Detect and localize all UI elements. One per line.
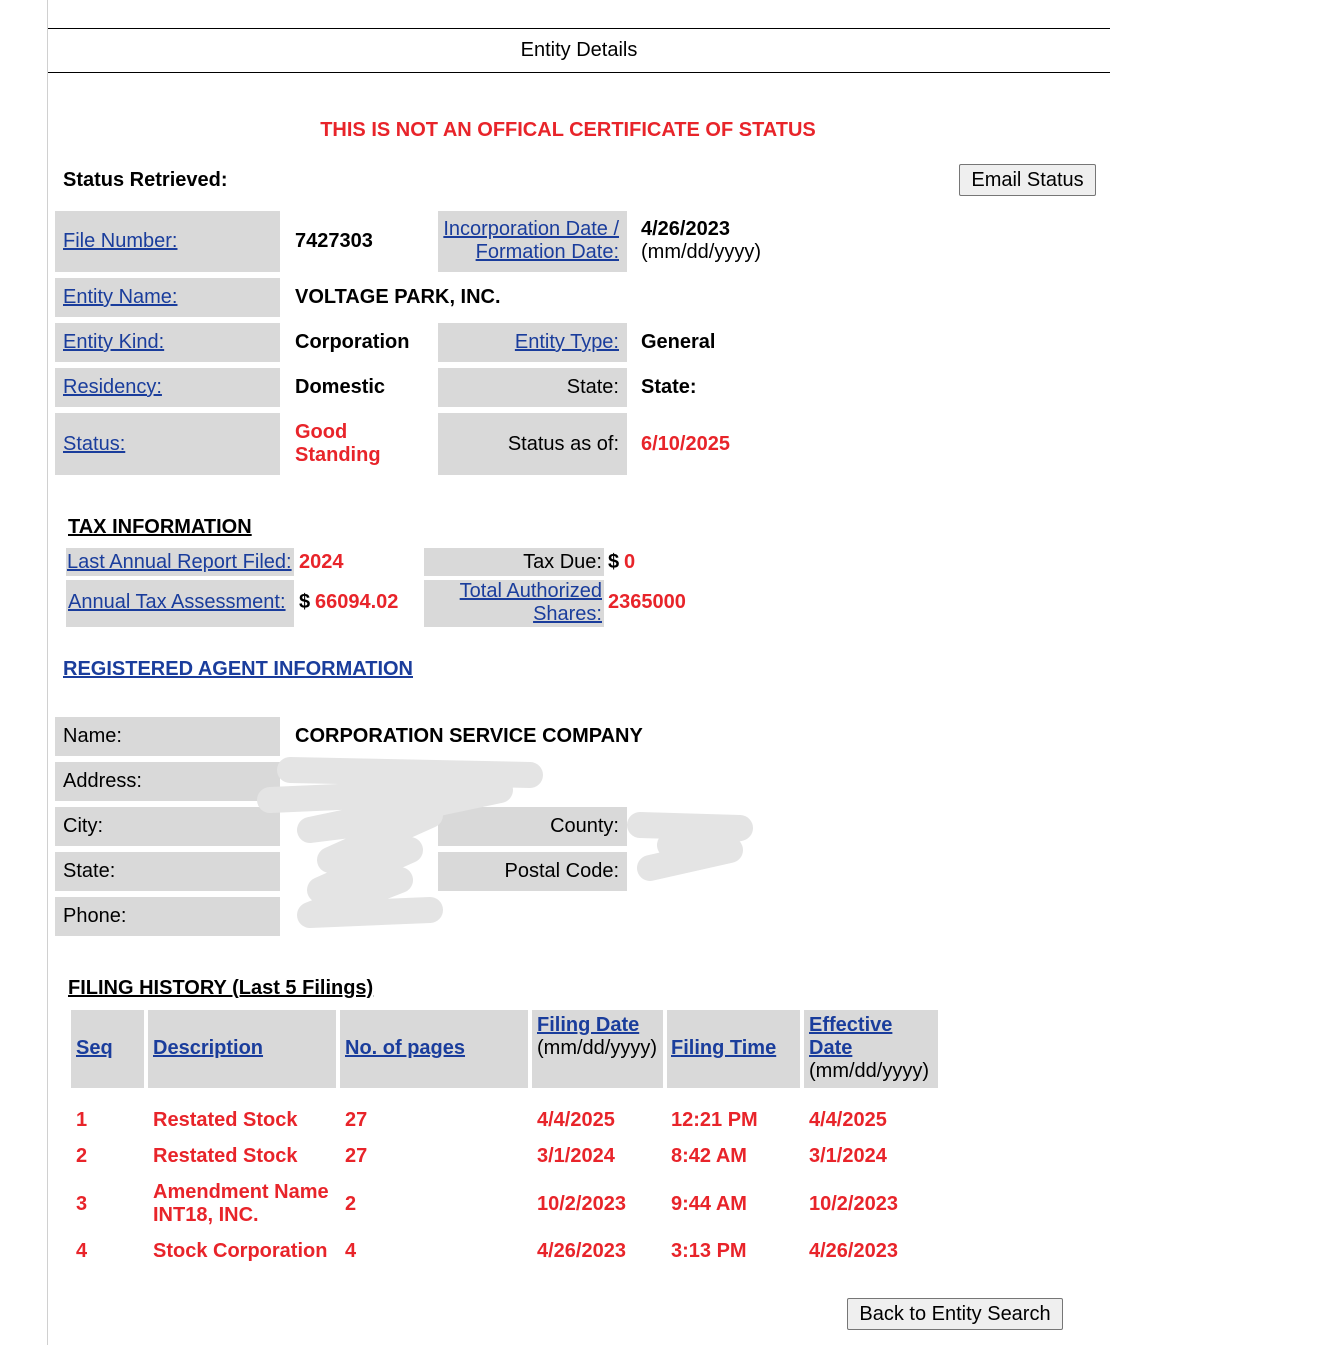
row-description: Restated Stock	[153, 1109, 298, 1131]
redaction-scribble	[250, 750, 770, 940]
agent-county-label: County:	[550, 815, 619, 837]
tax-due-currency: $	[608, 551, 620, 573]
tax-information-heading: TAX INFORMATION	[68, 516, 252, 538]
row-pages: 2	[345, 1193, 357, 1215]
entity-name-value: VOLTAGE PARK, INC.	[295, 286, 501, 308]
entity-name-link[interactable]: Entity Name:	[63, 286, 178, 308]
sort-seq-link[interactable]: Seq	[76, 1037, 113, 1059]
row-filing-date: 4/26/2023	[537, 1240, 626, 1262]
row-seq: 2	[76, 1145, 88, 1167]
sort-filing-time-link[interactable]: Filing Time	[671, 1037, 777, 1059]
entity-kind-value: Corporation	[295, 331, 410, 353]
row-filing-date: 4/4/2025	[537, 1109, 615, 1131]
page-left-border	[47, 0, 48, 1345]
row-pages: 4	[345, 1240, 357, 1262]
assessment-currency: $	[299, 591, 311, 613]
sort-pages-link[interactable]: No. of pages	[345, 1037, 466, 1059]
row-filing-time: 3:13 PM	[671, 1240, 747, 1262]
page-title: Entity Details	[520, 39, 638, 61]
status-value-line1: Good	[295, 421, 348, 443]
status-link[interactable]: Status:	[63, 433, 126, 455]
status-value-line2: Standing	[295, 444, 381, 466]
sort-effective-date-link-2[interactable]: Date	[809, 1037, 853, 1059]
incorporation-date-link-1[interactable]: Incorporation Date /	[443, 218, 619, 240]
tax-due-label: Tax Due:	[523, 551, 602, 573]
sort-description-link[interactable]: Description	[153, 1037, 264, 1059]
total-shares-value: 2365000	[608, 591, 686, 613]
agent-state-label: State:	[63, 860, 116, 882]
last-annual-report-link[interactable]: Last Annual Report Filed:	[67, 551, 292, 573]
annual-tax-assessment-link[interactable]: Annual Tax Assessment:	[68, 591, 286, 613]
state-value: State:	[641, 376, 697, 398]
not-official-warning: THIS IS NOT AN OFFICAL CERTIFICATE OF STATUS	[320, 119, 816, 141]
agent-phone-label: Phone:	[63, 905, 127, 927]
row-filing-time: 8:42 AM	[671, 1145, 747, 1167]
sort-effective-date-link-1[interactable]: Effective	[809, 1014, 893, 1036]
back-to-entity-search-button[interactable]: Back to Entity Search	[847, 1298, 1063, 1330]
email-status-button[interactable]: Email Status	[959, 164, 1096, 196]
state-label: State:	[566, 376, 619, 398]
incorporation-date-value: 4/26/2023	[641, 218, 730, 240]
registered-agent-heading-link[interactable]: REGISTERED AGENT INFORMATION	[63, 658, 413, 680]
header-rule-top	[48, 28, 1110, 29]
row-pages: 27	[345, 1145, 368, 1167]
status-as-of-value: 6/10/2025	[641, 433, 730, 455]
incorporation-date-link-2[interactable]: Formation Date:	[475, 241, 619, 263]
row-filing-time: 9:44 AM	[671, 1193, 747, 1215]
agent-postal-label: Postal Code:	[504, 860, 619, 882]
entity-type-link[interactable]: Entity Type:	[514, 331, 619, 353]
row-effective-date: 4/4/2025	[809, 1109, 887, 1131]
agent-city-label: City:	[63, 815, 103, 837]
file-number-link[interactable]: File Number:	[63, 230, 178, 252]
total-shares-link-2[interactable]: Shares:	[533, 603, 602, 625]
residency-value: Domestic	[295, 376, 386, 398]
status-as-of-label: Status as of:	[507, 433, 619, 455]
row-effective-date: 3/1/2024	[809, 1145, 887, 1167]
row-seq: 4	[76, 1240, 88, 1262]
row-effective-date: 10/2/2023	[809, 1193, 898, 1215]
row-pages: 27	[345, 1109, 368, 1131]
filing-history-heading: FILING HISTORY (Last 5 Filings)	[68, 977, 374, 999]
row-filing-date: 3/1/2024	[537, 1145, 615, 1167]
last-annual-report-value: 2024	[299, 551, 344, 573]
filing-date-format: (mm/dd/yyyy)	[537, 1037, 657, 1059]
agent-name-label: Name:	[63, 725, 122, 747]
row-seq: 3	[76, 1193, 88, 1215]
row-description: Amendment Name	[153, 1181, 329, 1203]
file-number-value: 7427303	[295, 230, 373, 252]
total-shares-link-1[interactable]: Total Authorized	[459, 580, 602, 602]
annual-tax-assessment-value: 66094.02	[315, 591, 399, 613]
row-filing-time: 12:21 PM	[671, 1109, 758, 1131]
agent-address-label: Address:	[63, 770, 142, 792]
row-description: Restated Stock	[153, 1145, 298, 1167]
sort-filing-date-link[interactable]: Filing Date	[537, 1014, 640, 1036]
effective-date-format: (mm/dd/yyyy)	[809, 1060, 929, 1082]
status-retrieved-label: Status Retrieved:	[63, 169, 228, 191]
row-description: Stock Corporation	[153, 1240, 328, 1262]
residency-link[interactable]: Residency:	[63, 376, 162, 398]
agent-name-value: CORPORATION SERVICE COMPANY	[295, 725, 643, 747]
row-description-line2: INT18, INC.	[153, 1204, 259, 1226]
incorporation-date-format: (mm/dd/yyyy)	[641, 241, 761, 263]
row-seq: 1	[76, 1109, 88, 1131]
row-filing-date: 10/2/2023	[537, 1193, 626, 1215]
entity-type-value: General	[641, 331, 716, 353]
header-rule-bottom	[48, 72, 1110, 73]
entity-kind-link[interactable]: Entity Kind:	[63, 331, 165, 353]
row-effective-date: 4/26/2023	[809, 1240, 898, 1262]
tax-due-value: 0	[624, 551, 636, 573]
